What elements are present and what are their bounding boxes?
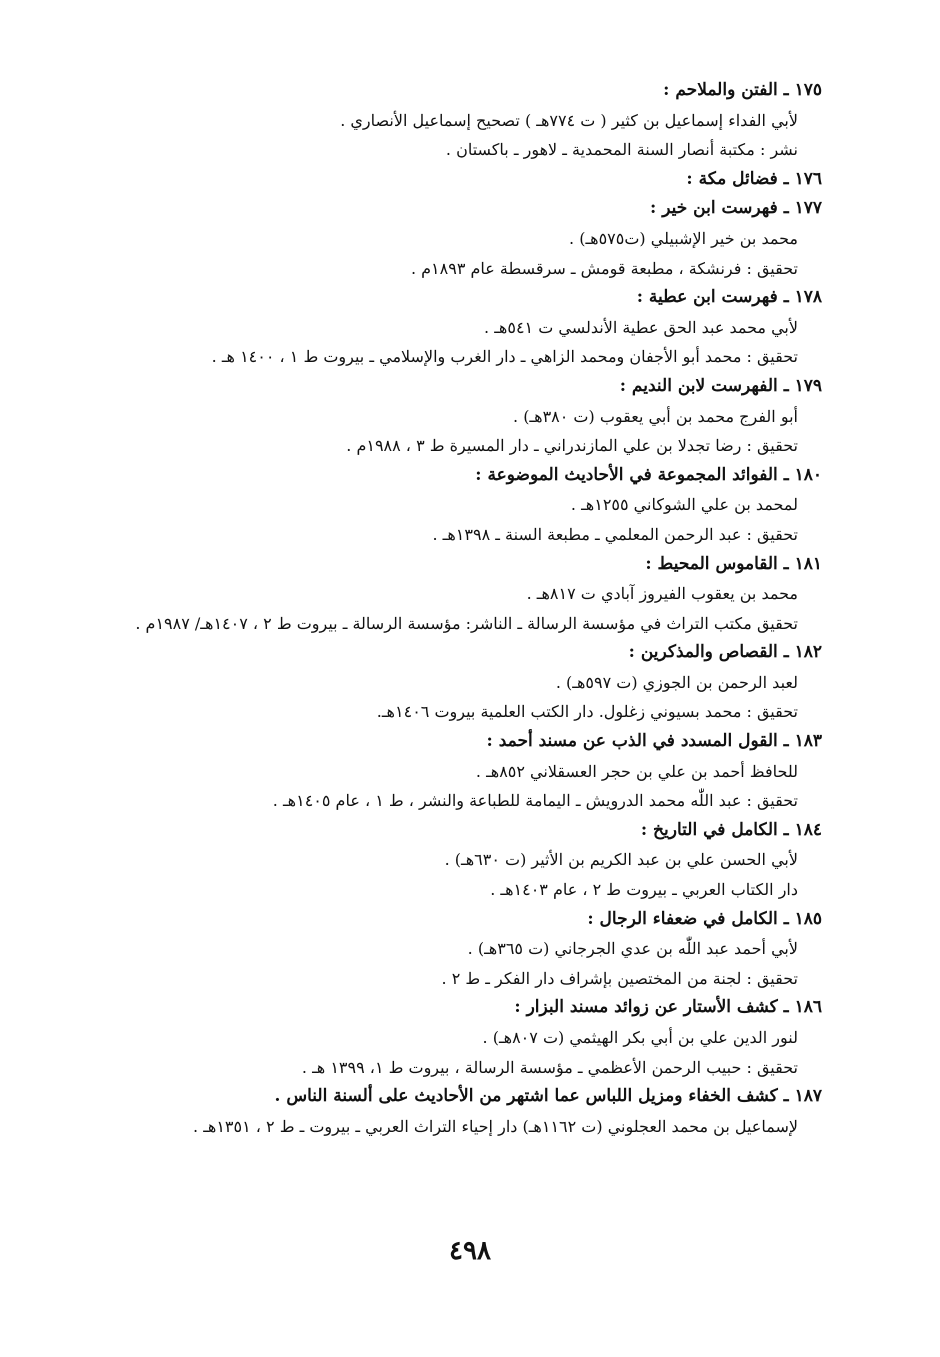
entry-detail-line: لأبي الحسن علي بن عبد الكريم بن الأثير (ت ٦٣٠هـ) . — [444, 850, 798, 870]
entry-detail-line: محمد بن يعقوب الفيروز آبادي ت ٨١٧هـ . — [526, 584, 798, 604]
entry-heading: ١٨٦ ـ كشف الأستار عن زوائد مسند البزار : — [514, 997, 822, 1018]
bibliography-list — [102, 76, 822, 1141]
bibliography-entry — [102, 905, 822, 994]
entry-detail-line: لنور الدين علي بن أبي بكر الهيثمي (ت ٨٠٧هـ) . — [482, 1028, 798, 1047]
entry-detail-line: تحقيق : عبد الرحمن المعلمي ـ مطبعة السنة ـ ١٣٩٨هـ . — [432, 524, 798, 544]
bibliography-entry — [102, 165, 822, 195]
entry-heading: ١٧٨ ـ فهرست ابن عطية : — [636, 287, 822, 308]
entry-detail-line: أبو الفرج محمد بن أبي يعقوب (ت ٣٨٠هـ) . — [513, 406, 798, 426]
entry-heading: ١٧٧ ـ فهرست ابن خير : — [650, 198, 822, 219]
bibliography-entry — [102, 283, 822, 372]
bibliography-entry — [102, 816, 822, 905]
entry-detail-line: لأبي أحمد عبد اللّٰه بن عدي الجرجاني (ت ٣٦٥هـ) . — [467, 939, 798, 959]
bibliography-entry — [102, 194, 822, 283]
entry-heading: ١٧٩ ـ الفهرست لابن النديم : — [619, 375, 822, 396]
entry-detail-line: تحقيق : حبيب الرحمن الأعظمي ـ مؤسسة الرسالة ، بيروت ط ١، ١٣٩٩ هـ . — [301, 1057, 798, 1077]
entry-detail-line: لأبي الفداء إسماعيل بن كثير ( ت ٧٧٤هـ ) تصحيح إسماعيل الأنصاري . — [340, 110, 798, 130]
entry-detail-line: تحقيق : عبد اللّٰه محمد الدرويش ـ اليمامة للطباعة والنشر ، ط ١ ، عام ١٤٠٥هـ . — [272, 791, 798, 811]
bibliography-entry — [102, 727, 822, 816]
bibliography-entry — [102, 461, 822, 550]
entry-heading: ١٨٤ ـ الكامل في التاريخ : — [640, 819, 822, 840]
entry-heading: ١٨٥ ـ الكامل في ضعفاء الرجال : — [587, 908, 822, 929]
entry-detail-line: لعبد الرحمن بن الجوزي (ت ٥٩٧هـ) . — [555, 672, 798, 692]
entry-detail-line: تحقيق : لجنة من المختصين بإشراف دار الفكر ـ ط ٢ . — [441, 968, 798, 988]
entry-detail-line: تحقيق مكتب التراث في مؤسسة الرسالة ـ الناشر: مؤسسة الرسالة ـ بيروت ط ٢ ، ١٤٠٧هـ/ ١٩٨٧م . — [135, 613, 798, 633]
entry-detail-line: محمد بن خير الإشبيلي (ت٥٧٥هـ) . — [569, 228, 798, 248]
bibliography-entry — [102, 1082, 822, 1141]
entry-detail-line: لمحمد بن علي الشوكاني ١٢٥٥هـ . — [570, 495, 798, 515]
entry-detail-line: لإسماعيل بن محمد العجلوني (ت ١١٦٢هـ) دار إحياء التراث العربي ـ بيروت ـ ط ٢ ، ١٣٥١هـ . — [193, 1116, 798, 1136]
entry-detail-line: لأبي محمد عبد الحق عطية الأندلسي ت ٥٤١هـ . — [484, 317, 798, 337]
entry-heading: ١٧٦ ـ فضائل مكة : — [686, 168, 822, 189]
entry-heading: ١٨١ ـ القاموس المحيط : — [645, 553, 822, 574]
entry-detail-line: تحقيق : محمد أبو الأجفان ومحمد الزاهي ـ دار الغرب والإسلامي ـ بيروت ط ١ ، ١٤٠٠ هـ . — [211, 347, 798, 367]
page-number: ٤٩٨ — [449, 1236, 491, 1266]
bibliography-entry — [102, 372, 822, 461]
entry-detail-line: تحقيق : رضا تجدلا بن علي المازندراني ـ دار المسيرة ط ٣ ، ١٩٨٨م . — [346, 436, 798, 456]
bibliography-entry — [102, 993, 822, 1082]
bibliography-entry — [102, 76, 822, 165]
entry-detail-line: دار الكتاب العربي ـ بيروت ط ٢ ، عام ١٤٠٣هـ . — [490, 880, 798, 900]
entry-heading: ١٨٧ ـ كشف الخفاء ومزيل اللباس عما اشتهر من الأحاديث على ألسنة الناس . — [274, 1086, 822, 1107]
entry-heading: ١٨٠ ـ الفوائد المجموعة في الأحاديث الموضوعة : — [475, 464, 822, 485]
bibliography-entry — [102, 638, 822, 727]
entry-detail-line: للحافظ أحمد بن علي بن حجر العسقلاني ٨٥٢هـ . — [475, 761, 798, 781]
bibliography-entry — [102, 550, 822, 639]
entry-detail-line: تحقيق : فرنشكة ، مطبعة قومش ـ سرقسطة عام ١٨٩٣م . — [410, 258, 798, 278]
entry-detail-line: نشر : مكتبة أنصار السنة المحمدية ـ لاهور ـ باكستان . — [445, 140, 798, 160]
entry-detail-line: تحقيق : محمد بسيوني زغلول. دار الكتب العلمية بيروت ١٤٠٦هـ. — [376, 702, 798, 722]
entry-heading: ١٨٢ ـ القصاص والمذكرين : — [628, 642, 822, 663]
entry-heading: ١٧٥ ـ الفتن والملاحم : — [663, 80, 822, 100]
entry-heading: ١٨٣ ـ القول المسدد في الذب عن مسند أحمد : — [486, 731, 822, 752]
